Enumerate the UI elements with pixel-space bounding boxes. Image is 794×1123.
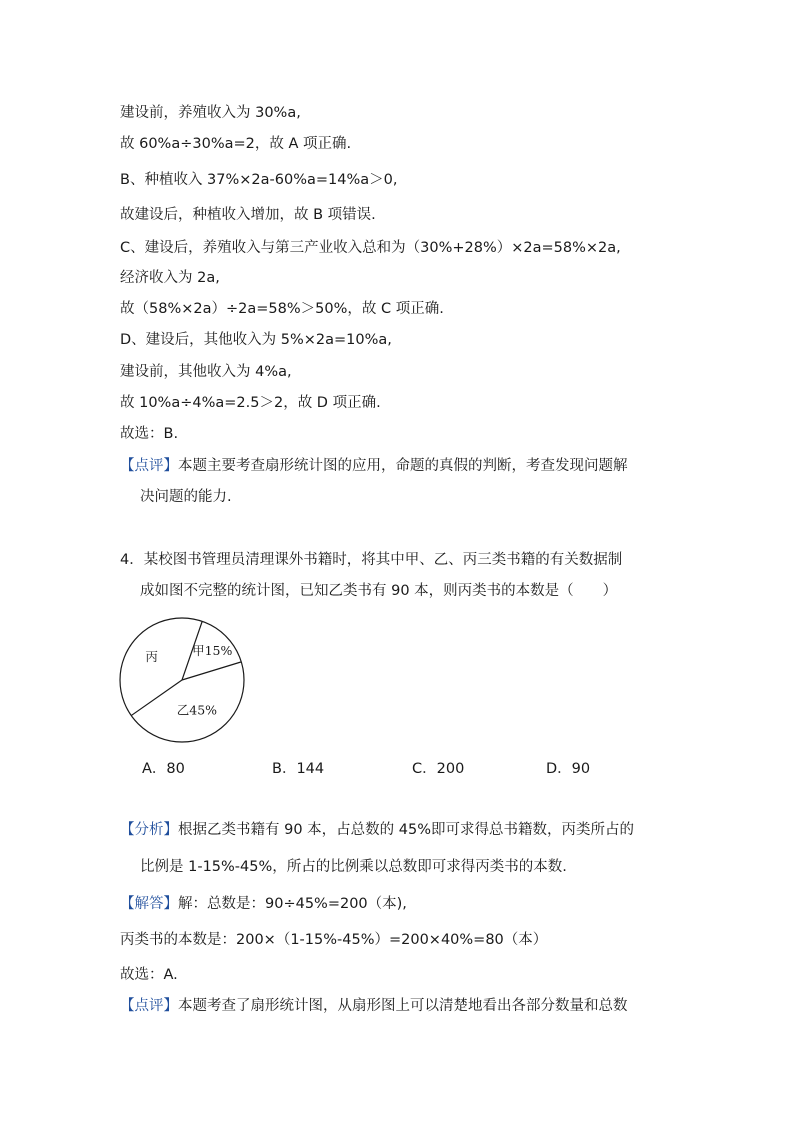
solution-line: 经济收入为 2a, xyxy=(120,270,220,286)
answer-text: 解：总数是：90÷45%=200（本), xyxy=(178,896,407,912)
solution-line: 故 10%a÷4%a=2.5＞2，故 D 项正确. xyxy=(120,395,381,411)
solution-line: D、建设后，其他收入为 5%×2a=10%a, xyxy=(120,332,392,348)
option-d[interactable]: D．90 xyxy=(546,761,591,777)
solution-line: 建设前，养殖收入为 30%a, xyxy=(120,105,301,121)
pie-chart xyxy=(112,610,252,750)
question-line-1 xyxy=(120,550,622,570)
comment2-tag: 【点评】 xyxy=(120,998,178,1014)
analysis-line-1 xyxy=(120,820,634,840)
solution-line: 建设前，其他收入为 4%a, xyxy=(120,364,292,380)
comment-text: 本题主要考查扇形统计图的应用，命题的真假的判断，考查发现问题解 xyxy=(178,458,628,474)
option-b[interactable]: B．144 xyxy=(272,761,325,777)
question-text: 某校图书管理员清理课外书籍时，将其中甲、乙、丙三类书籍的有关数据制 xyxy=(143,552,623,568)
comment-tag: 【点评】 xyxy=(120,458,178,474)
comment-line-1 xyxy=(120,456,628,476)
analysis-text: 根据乙类书籍有 90 本，占总数的 45%即可求得总书籍数，丙类所占的 xyxy=(178,822,635,838)
answer-line-1 xyxy=(120,894,407,914)
pie-label-jia: 甲15% xyxy=(192,642,233,658)
answer-line-2: 丙类书的本数是：200×（1-15%-45%）=200×40%=80（本） xyxy=(120,932,548,948)
comment2-text: 本题考查了扇形统计图，从扇形图上可以清楚地看出各部分数量和总数 xyxy=(178,998,628,1014)
pie-label-yi: 乙45% xyxy=(176,702,218,718)
solution-line: C、建设后，养殖收入与第三产业收入总和为（30%+28%）×2a=58%×2a, xyxy=(120,240,621,256)
pie-label-bing: 丙 xyxy=(145,649,158,665)
solution-line: 故 60%a÷30%a=2，故 A 项正确. xyxy=(120,136,352,152)
comment-line-2: 决问题的能力. xyxy=(140,489,232,505)
analysis-tag: 【分析】 xyxy=(120,822,178,838)
analysis-line-2: 比例是 1-15%-45%，所占的比例乘以总数即可求得丙类书的本数. xyxy=(140,859,567,875)
answer-line-3: 故选：A. xyxy=(120,967,178,983)
answer-tag: 【解答】 xyxy=(120,896,178,912)
question-number: 4． xyxy=(120,552,144,568)
solution-line: B、种植收入 37%×2a-60%a=14%a＞0, xyxy=(120,172,398,188)
option-a[interactable]: A．80 xyxy=(142,761,185,777)
question-line-2: 成如图不完整的统计图，已知乙类书有 90 本，则丙类书的本数是（ ） xyxy=(140,583,618,599)
comment2-line-1 xyxy=(120,996,628,1016)
solution-line: 故建设后，种植收入增加，故 B 项错误. xyxy=(120,207,376,223)
option-c[interactable]: C．200 xyxy=(412,761,465,777)
radius-line-jia-yi xyxy=(182,662,241,680)
solution-line: 故（58%×2a）÷2a=58%＞50%，故 C 项正确. xyxy=(120,301,444,317)
solution-line: 故选：B. xyxy=(120,426,179,442)
radius-line-yi-bing xyxy=(131,680,182,716)
